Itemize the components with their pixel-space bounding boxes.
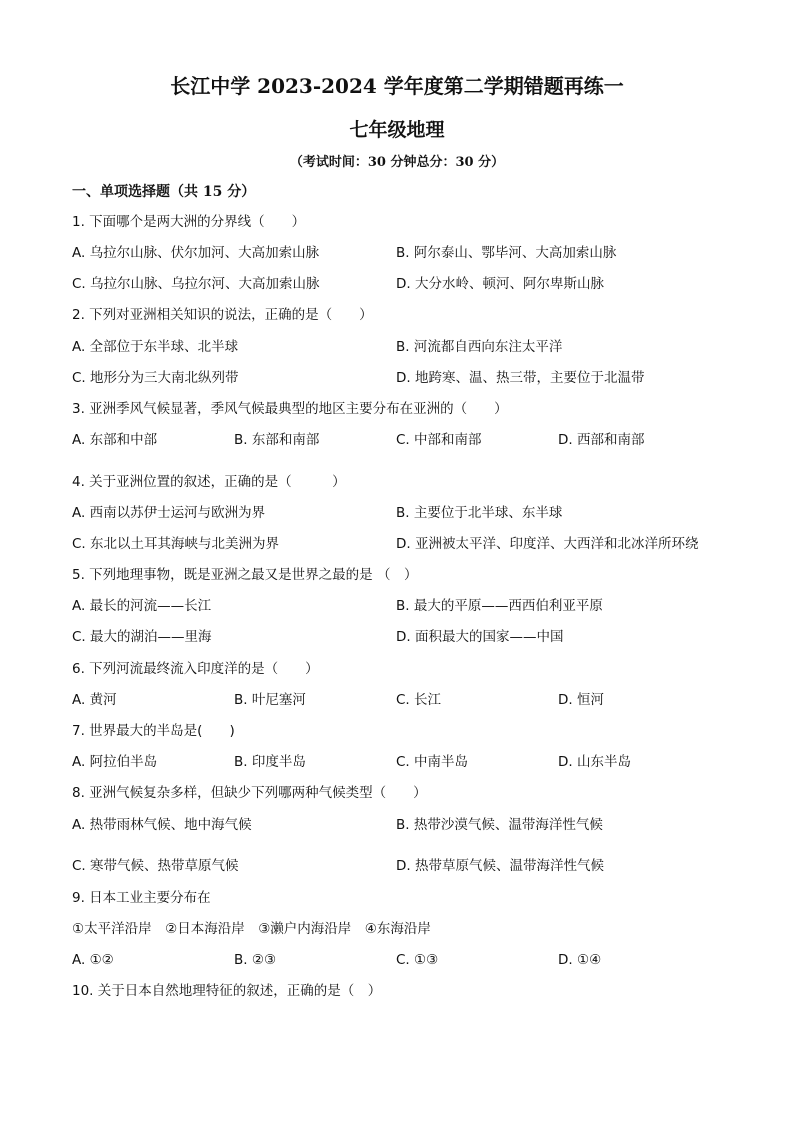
- question-5-stem: 5. 下列地理事物，既是亚洲之最又是世界之最的是 （ ）: [72, 567, 418, 583]
- question-4-stem: 4. 关于亚洲位置的叙述，正确的是（ ）: [72, 474, 346, 490]
- question-9-option-d: D. ①④: [558, 952, 602, 968]
- question-10-stem: 10. 关于日本自然地理特征的叙述，正确的是（ ）: [72, 983, 382, 999]
- question-1-stem: 1. 下面哪个是两大洲的分界线（ ）: [72, 214, 306, 230]
- question-3-option-d: D. 西部和南部: [558, 432, 645, 448]
- question-3-option-a: A. 东部和中部: [72, 432, 158, 448]
- exam-subtitle: 七年级地理: [349, 119, 445, 141]
- question-8-option-b: B. 热带沙漠气候、温带海洋性气候: [396, 817, 603, 833]
- question-2-stem: 2. 下列对亚洲相关知识的说法，正确的是（ ）: [72, 307, 373, 323]
- question-9-option-a: A. ①②: [72, 952, 114, 968]
- question-7-option-d: D. 山东半岛: [558, 754, 631, 770]
- question-1-option-b: B. 阿尔泰山、鄂毕河、大高加索山脉: [396, 245, 617, 261]
- question-8-option-d: D. 热带草原气候、温带海洋性气候: [396, 858, 604, 874]
- question-2-option-b: B. 河流都自西向东注太平洋: [396, 339, 563, 355]
- question-9-option-b: B. ②③: [234, 952, 277, 968]
- question-8-option-c: C. 寒带气候、热带草原气候: [72, 858, 239, 874]
- question-7-option-a: A. 阿拉伯半岛: [72, 754, 158, 770]
- question-4-option-d: D. 亚洲被太平洋、印度洋、大西洋和北冰洋所环绕: [396, 536, 699, 552]
- question-8-stem: 8. 亚洲气候复杂多样，但缺少下列哪两种气候类型（ ）: [72, 785, 427, 801]
- section-heading: 一、单项选择题（共 15 分）: [72, 184, 256, 200]
- question-5-option-a: A. 最长的河流——长江: [72, 598, 212, 614]
- question-2-option-a: A. 全部位于东半球、北半球: [72, 339, 239, 355]
- question-1-option-a: A. 乌拉尔山脉、伏尔加河、大高加索山脉: [72, 245, 320, 261]
- question-6-option-b: B. 叶尼塞河: [234, 692, 306, 708]
- question-4-option-b: B. 主要位于北半球、东半球: [396, 505, 563, 521]
- question-2-option-c: C. 地形分为三大南北纵列带: [72, 370, 239, 386]
- exam-title: 长江中学 2023-2024 学年度第二学期错题再练一: [170, 74, 624, 98]
- question-7-option-c: C. 中南半岛: [396, 754, 469, 770]
- question-9-choices: ①太平洋沿岸 ②日本海沿岸 ③濑户内海沿岸 ④东海沿岸: [72, 921, 431, 937]
- question-5-option-d: D. 面积最大的国家——中国: [396, 629, 564, 645]
- question-3-option-b: B. 东部和南部: [234, 432, 320, 448]
- question-7-option-b: B. 印度半岛: [234, 754, 306, 770]
- question-6-stem: 6. 下列河流最终流入印度洋的是（ ）: [72, 661, 319, 677]
- question-4-option-a: A. 西南以苏伊士运河与欧洲为界: [72, 505, 266, 521]
- question-3-option-c: C. 中部和南部: [396, 432, 482, 448]
- question-3-stem: 3. 亚洲季风气候显著，季风气候最典型的地区主要分布在亚洲的（ ）: [72, 401, 508, 417]
- question-5-option-c: C. 最大的湖泊——里海: [72, 629, 212, 645]
- question-2-option-d: D. 地跨寒、温、热三带，主要位于北温带: [396, 370, 645, 386]
- exam-info: （考试时间：30 分钟总分：30 分）: [289, 155, 505, 170]
- question-5-option-b: B. 最大的平原——西西伯利亚平原: [396, 598, 603, 614]
- question-6-option-c: C. 长江: [396, 692, 442, 708]
- question-4-option-c: C. 东北以土耳其海峡与北美洲为界: [72, 536, 280, 552]
- question-8-option-a: A. 热带雨林气候、地中海气候: [72, 817, 252, 833]
- question-6-option-d: D. 恒河: [558, 692, 604, 708]
- question-9-stem: 9. 日本工业主要分布在: [72, 890, 211, 906]
- question-6-option-a: A. 黄河: [72, 692, 117, 708]
- question-1-option-d: D. 大分水岭、顿河、阿尔卑斯山脉: [396, 276, 604, 292]
- question-7-stem: 7. 世界最大的半岛是( ): [72, 723, 235, 739]
- question-9-option-c: C. ①③: [396, 952, 439, 968]
- question-1-option-c: C. 乌拉尔山脉、乌拉尔河、大高加索山脉: [72, 276, 320, 292]
